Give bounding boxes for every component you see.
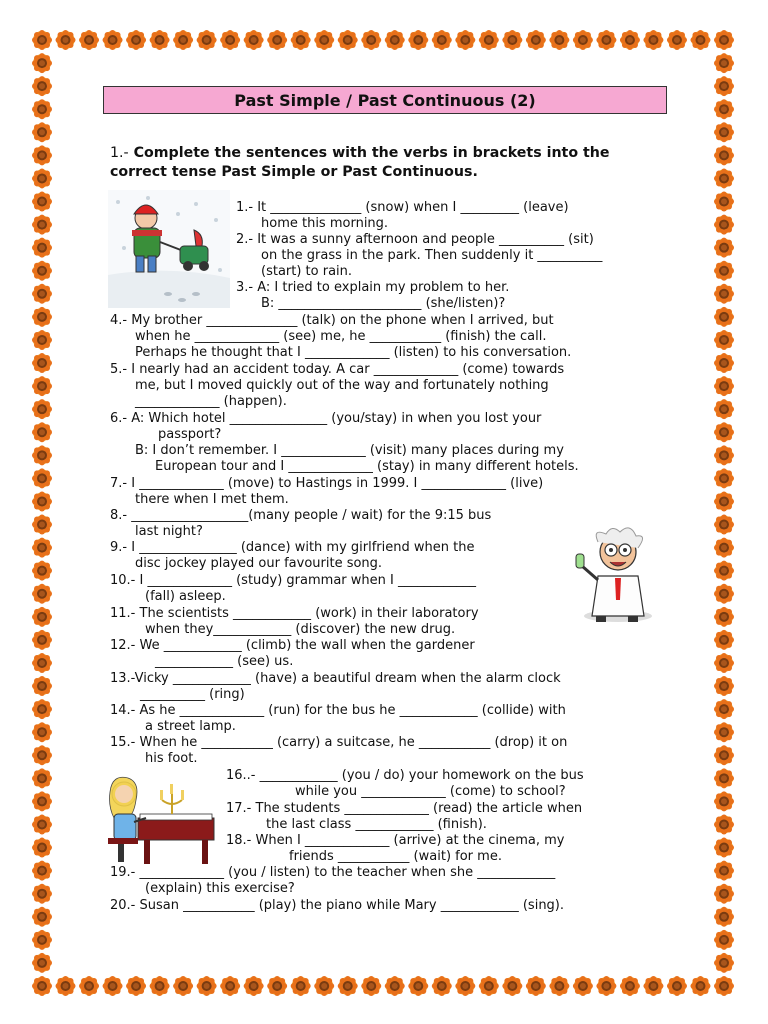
sunflower-icon (714, 261, 734, 281)
sunflower-icon (291, 976, 311, 996)
sunflower-icon (32, 768, 52, 788)
sentence-line: while you _____________ (come) to school? (295, 784, 566, 799)
sentence-line: passport? (158, 427, 222, 442)
sunflower-icon (667, 976, 687, 996)
sentence-line: 19.- _____________ (you / listen) to the teacher when she ____________ (110, 865, 556, 880)
sunflower-icon (714, 307, 734, 327)
instruction-text: Complete the sentences with the verbs in brackets into the correct tense Past Simple or Past Continuous. (110, 145, 610, 180)
sunflower-icon (714, 399, 734, 419)
sunflower-icon (126, 30, 146, 50)
sunflower-icon (714, 145, 734, 165)
sunflower-icon (714, 468, 734, 488)
sunflower-icon (32, 353, 52, 373)
sunflower-icon (267, 30, 287, 50)
sentence-line: 16..- ____________ (you / do) your homework on the bus (226, 768, 584, 783)
sentence-line: 10.- I _____________ (study) grammar when I ____________ (110, 573, 476, 588)
sunflower-icon (79, 30, 99, 50)
sunflower-icon (620, 976, 640, 996)
sunflower-icon (714, 884, 734, 904)
sentence-line: (explain) this exercise? (145, 881, 295, 896)
sunflower-icon (714, 168, 734, 188)
sunflower-icon (32, 745, 52, 765)
sunflower-icon (32, 284, 52, 304)
sunflower-icon (32, 122, 52, 142)
sunflower-icon (714, 284, 734, 304)
sunflower-icon (56, 30, 76, 50)
sentence-line: 20.- Susan ___________ (play) the piano while Mary ____________ (sing). (110, 898, 565, 913)
sentence-line: there when I met them. (135, 492, 289, 507)
sunflower-icon (32, 238, 52, 258)
sunflower-icon (314, 976, 334, 996)
sentence-line: disc jockey played our favourite song. (135, 556, 383, 571)
sunflower-icon (291, 30, 311, 50)
sunflower-icon (173, 30, 193, 50)
sunflower-icon (714, 814, 734, 834)
sunflower-icon (714, 953, 734, 973)
sunflower-icon (32, 884, 52, 904)
sentence-line: 17.- The students _____________ (read) the article when (226, 801, 583, 816)
sunflower-icon (32, 561, 52, 581)
sentence-line: (start) to rain. (261, 264, 353, 279)
sentence-line: 3.- A: I tried to explain my problem to her. (236, 280, 510, 295)
sunflower-icon (32, 976, 52, 996)
sunflower-icon (573, 976, 593, 996)
sunflower-icon (103, 976, 123, 996)
sunflower-icon (32, 653, 52, 673)
sunflower-icon (714, 745, 734, 765)
sunflower-icon (32, 838, 52, 858)
sunflower-icon (150, 976, 170, 996)
sunflower-icon (32, 99, 52, 119)
sunflower-icon (79, 976, 99, 996)
sunflower-icon (385, 976, 405, 996)
sunflower-icon (714, 491, 734, 511)
sunflower-icon (32, 953, 52, 973)
sunflower-icon (32, 538, 52, 558)
sunflower-icon (714, 538, 734, 558)
sunflower-icon (714, 699, 734, 719)
sunflower-icon (479, 976, 499, 996)
sunflower-icon (32, 791, 52, 811)
sunflower-icon (32, 907, 52, 927)
sunflower-icon (338, 976, 358, 996)
sunflower-icon (32, 215, 52, 235)
sunflower-icon (714, 561, 734, 581)
sunflower-icon (714, 122, 734, 142)
sunflower-icon (32, 145, 52, 165)
sentence-line: 9.- I _______________ (dance) with my girlfriend when the (110, 540, 475, 555)
sunflower-icon (549, 30, 569, 50)
sunflower-icon (714, 515, 734, 535)
sunflower-icon (596, 976, 616, 996)
sunflower-icon (56, 976, 76, 996)
sunflower-icon (690, 976, 710, 996)
sentence-line: last night? (135, 524, 203, 539)
sunflower-icon (244, 976, 264, 996)
sunflower-icon (408, 30, 428, 50)
sunflower-icon (714, 768, 734, 788)
sunflower-icon (32, 399, 52, 419)
sunflower-icon (32, 607, 52, 627)
sunflower-icon (714, 445, 734, 465)
sunflower-icon (150, 30, 170, 50)
sunflower-icon (32, 814, 52, 834)
sunflower-icon (455, 30, 475, 50)
sunflower-icon (385, 30, 405, 50)
sunflower-icon (32, 676, 52, 696)
sunflower-icon (32, 630, 52, 650)
sunflower-icon (714, 722, 734, 742)
sunflower-icon (714, 376, 734, 396)
sentence-line: 6.- A: Which hotel _______________ (you/stay) in when you lost your (110, 411, 542, 426)
sunflower-icon (714, 930, 734, 950)
sunflower-icon (361, 30, 381, 50)
sunflower-icon (714, 607, 734, 627)
sunflower-icon (32, 699, 52, 719)
sunflower-icon (267, 976, 287, 996)
sunflower-icon (479, 30, 499, 50)
sunflower-icon (714, 30, 734, 50)
instruction (110, 144, 670, 182)
sentence-line: 12.- We ____________ (climb) the wall when the gardener (110, 638, 475, 653)
sentence-line: when he _____________ (see) me, he ___________ (finish) the call. (135, 329, 547, 344)
sunflower-icon (32, 76, 52, 96)
sunflower-icon (220, 30, 240, 50)
sentence-line: 15.- When he ___________ (carry) a suitcase, he ___________ (drop) it on (110, 735, 568, 750)
sentence-line: __________ (ring) (140, 687, 245, 702)
sunflower-icon (714, 422, 734, 442)
sunflower-icon (526, 976, 546, 996)
sentence-line: 5.- I nearly had an accident today. A car _____________ (come) towards (110, 362, 565, 377)
sentence-line: 7.- I _____________ (move) to Hastings in 1999. I _____________ (live) (110, 476, 544, 491)
sunflower-icon (432, 30, 452, 50)
sunflower-icon (126, 976, 146, 996)
sunflower-icon (714, 976, 734, 996)
sentence-line: European tour and I _____________ (stay) in many different hotels. (155, 459, 579, 474)
sentence-line: 18.- When I _____________ (arrive) at the cinema, my (226, 833, 565, 848)
sunflower-icon (549, 976, 569, 996)
sentence-line: Perhaps he thought that I _____________ (listen) to his conversation. (135, 345, 572, 360)
sunflower-icon (714, 907, 734, 927)
sunflower-icon (502, 30, 522, 50)
sunflower-icon (714, 99, 734, 119)
sunflower-icon (32, 192, 52, 212)
piano-girl-illustration (98, 770, 218, 866)
sunflower-icon (432, 976, 452, 996)
sentence-line: a street lamp. (145, 719, 236, 734)
sunflower-icon (32, 53, 52, 73)
sunflower-icon (361, 976, 381, 996)
sunflower-icon (32, 861, 52, 881)
sunflower-icon (32, 330, 52, 350)
sentence-line: 4.- My brother ______________ (talk) on the phone when I arrived, but (110, 313, 554, 328)
sunflower-icon (32, 930, 52, 950)
sunflower-icon (714, 676, 734, 696)
sunflower-icon (244, 30, 264, 50)
sentence-line: home this morning. (261, 216, 389, 231)
sunflower-icon (32, 445, 52, 465)
sunflower-icon (714, 630, 734, 650)
sentence-line: _____________ (happen). (135, 394, 287, 409)
sunflower-icon (714, 838, 734, 858)
sunflower-icon (173, 976, 193, 996)
sentence-line: 8.- __________________(many people / wait) for the 9:15 bus (110, 508, 492, 523)
sunflower-icon (32, 376, 52, 396)
sunflower-icon (32, 261, 52, 281)
sentence-line: ____________ (see) us. (155, 654, 294, 669)
sunflower-icon (714, 76, 734, 96)
sunflower-icon (573, 30, 593, 50)
snow-scene-illustration (108, 190, 230, 308)
sunflower-icon (32, 491, 52, 511)
sunflower-icon (220, 976, 240, 996)
sunflower-icon (643, 976, 663, 996)
sunflower-icon (197, 976, 217, 996)
sentence-line: on the grass in the park. Then suddenly it __________ (261, 248, 603, 263)
sentence-line: B: I don’t remember. I _____________ (visit) many places during my (135, 443, 564, 458)
sunflower-icon (620, 30, 640, 50)
sunflower-icon (32, 30, 52, 50)
sunflower-icon (32, 307, 52, 327)
sunflower-icon (526, 30, 546, 50)
sunflower-icon (408, 976, 428, 996)
sunflower-icon (714, 791, 734, 811)
sunflower-icon (314, 30, 334, 50)
sentence-line: his foot. (145, 751, 198, 766)
sunflower-icon (103, 30, 123, 50)
sentence-line: when they____________ (discover) the new drug. (145, 622, 456, 637)
sunflower-icon (714, 861, 734, 881)
sunflower-icon (455, 976, 475, 996)
sunflower-icon (714, 653, 734, 673)
sunflower-icon (714, 53, 734, 73)
sunflower-icon (338, 30, 358, 50)
sentence-line: 1.- It ______________ (snow) when I _________ (leave) (236, 200, 569, 215)
sunflower-icon (714, 330, 734, 350)
sunflower-icon (596, 30, 616, 50)
sunflower-icon (502, 976, 522, 996)
sunflower-icon (714, 353, 734, 373)
sunflower-icon (32, 468, 52, 488)
sentence-line: me, but I moved quickly out of the way and fortunately nothing (135, 378, 549, 393)
sunflower-icon (667, 30, 687, 50)
sentence-line: B: ______________________ (she/listen)? (261, 296, 506, 311)
scientist-illustration (568, 520, 668, 628)
sentence-line: 11.- The scientists ____________ (work) in their laboratory (110, 606, 479, 621)
instruction-number: 1.- (110, 145, 129, 161)
sunflower-icon (32, 584, 52, 604)
sentence-line: 2.- It was a sunny afternoon and people __________ (sit) (236, 232, 594, 247)
sentence-line: the last class ____________ (finish). (266, 817, 487, 832)
sunflower-icon (32, 422, 52, 442)
sentence-line: friends ___________ (wait) for me. (289, 849, 502, 864)
sunflower-icon (197, 30, 217, 50)
sunflower-icon (643, 30, 663, 50)
sunflower-icon (714, 584, 734, 604)
sunflower-icon (32, 515, 52, 535)
sentence-line: 14.- As he _____________ (run) for the bus he ____________ (collide) with (110, 703, 566, 718)
sentence-line: 13.-Vicky ____________ (have) a beautiful dream when the alarm clock (110, 671, 561, 686)
sunflower-icon (690, 30, 710, 50)
sunflower-icon (32, 168, 52, 188)
sunflower-icon (714, 192, 734, 212)
page-title: Past Simple / Past Continuous (2) (103, 86, 667, 114)
sunflower-icon (714, 215, 734, 235)
sentence-line: (fall) asleep. (145, 589, 226, 604)
sunflower-icon (714, 238, 734, 258)
sunflower-icon (32, 722, 52, 742)
